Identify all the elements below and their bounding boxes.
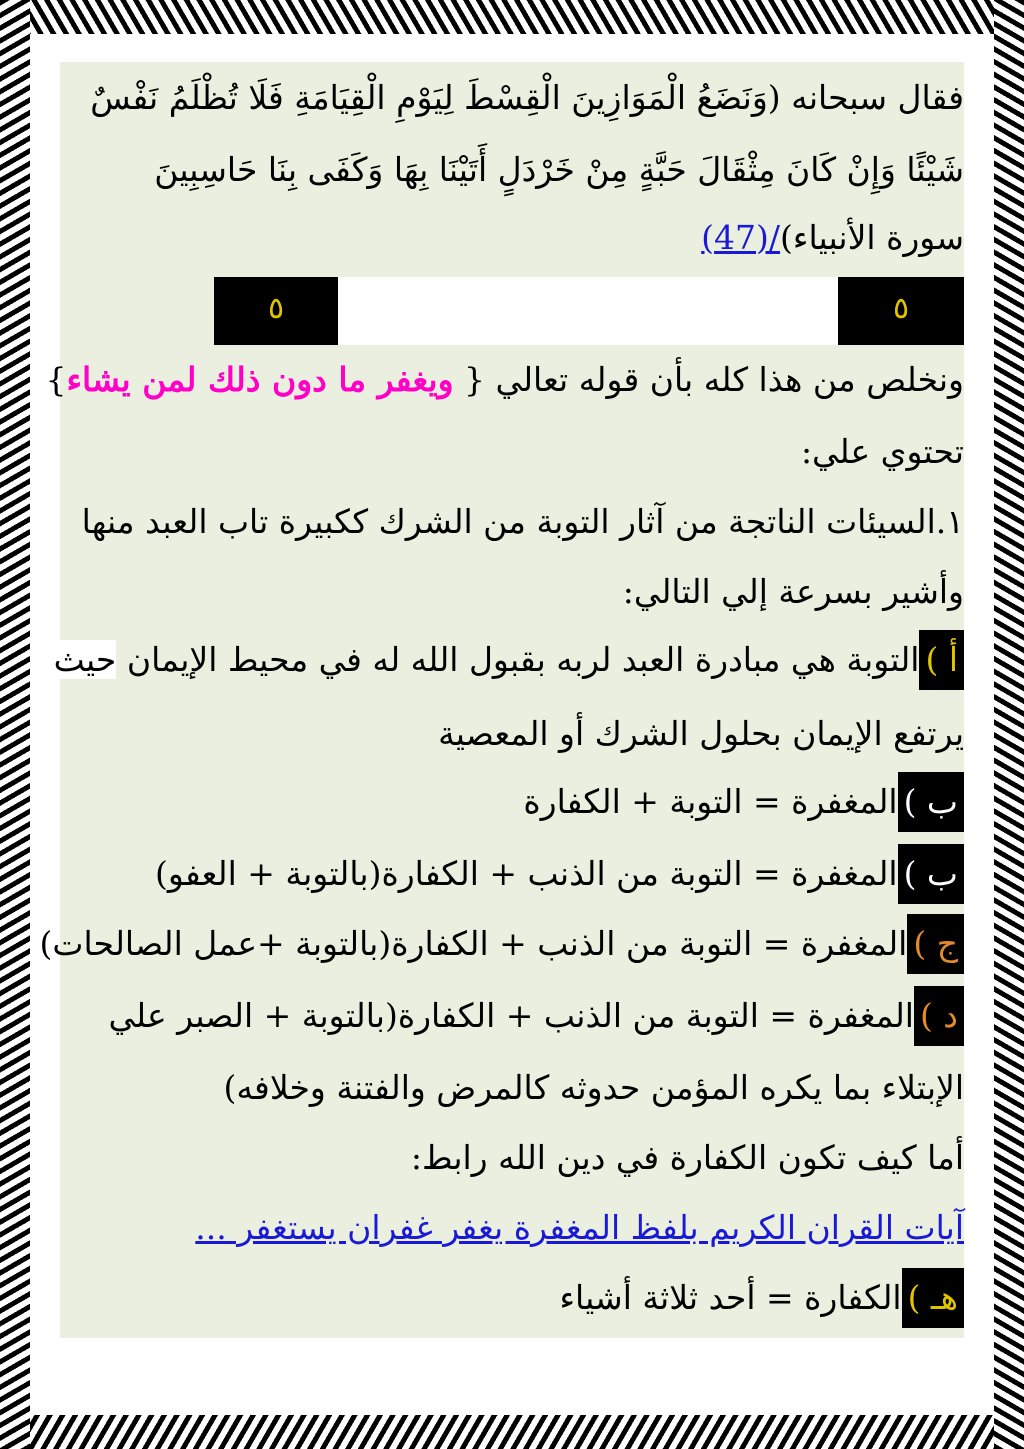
item-marker-b2: ب ): [898, 844, 964, 904]
item-b1-text: المغفرة = التوبة + الكفارة: [523, 782, 898, 821]
surah-verse-link[interactable]: /(47): [701, 218, 781, 257]
section-number-row: [60, 277, 964, 345]
item-b1: [523, 772, 964, 834]
item-a-tail: حيث: [53, 640, 117, 679]
surah-name: سورة الأنبياء): [780, 218, 964, 257]
item-c-text: المغفرة = التوبة من الذنب + الكفارة(بالتوبة +عمل الصالحات): [39, 924, 908, 963]
item-b2-text: المغفرة = التوبة من الذنب + الكفارة(بالتوبة + العفو): [155, 854, 898, 893]
decorative-border-left: [0, 0, 30, 1449]
item-marker-c: ج ): [907, 914, 964, 974]
conclusion-suffix: }: [45, 360, 67, 399]
brief-note: وأشير بسرعة إلي التالي:: [622, 572, 964, 611]
item-e-text: الكفارة = أحد ثلاثة أشياء: [559, 1278, 902, 1317]
item-d-continuation: الإبتلاء بما يكره المؤمن حدوثه كالمرض والفتنة وخلافه): [223, 1068, 964, 1107]
item-d-text: المغفرة = التوبة من الذنب + الكفارة(بالتوبة + الصبر علي: [108, 996, 914, 1035]
section-number-right: ٥: [838, 277, 964, 345]
item-marker-e: هـ ): [902, 1268, 964, 1328]
surah-reference: [701, 208, 964, 270]
item-a-continuation: يرتفع الإيمان بحلول الشرك أو المعصية: [438, 714, 964, 753]
decorative-border-bottom: [0, 1415, 1024, 1449]
document-page: [39, 62, 964, 1338]
decorative-border-top: [0, 0, 1024, 34]
contains-label: تحتوي علي:: [800, 432, 964, 471]
conclusion-line: [46, 350, 964, 412]
section-number-gap: [338, 277, 838, 345]
item-a: [54, 630, 964, 692]
item-marker-b1: ب ): [898, 772, 964, 832]
item-c: [40, 914, 964, 976]
item-marker-a: أ ): [919, 630, 964, 690]
quran-verse-line-1: فقال سبحانه (وَنَضَعُ الْمَوَازِينَ الْقِسْطَ لِيَوْمِ الْقِيَامَةِ فَلَا تُظْلَمُ نَفْسٌ: [90, 78, 964, 117]
point-1: ١.السيئات الناتجة من آثار التوبة من الشرك ككبيرة تاب العبد منها: [81, 502, 964, 541]
item-e: [560, 1268, 964, 1330]
kaffara-question: أما كيف تكون الكفارة في دين الله رابط:: [410, 1138, 964, 1177]
section-number-left: ٥: [214, 277, 338, 345]
conclusion-highlight: ويغفر ما دون ذلك لمن يشاء: [66, 360, 454, 399]
item-marker-d: د ): [914, 986, 964, 1046]
item-d: [109, 986, 964, 1048]
item-a-text: التوبة هي مبادرة العبد لربه بقبول الله له في محيط الإيمان: [126, 640, 920, 679]
conclusion-prefix: ونخلص من هذا كله بأن قوله تعالي {: [464, 360, 964, 399]
quran-search-link[interactable]: آيات القران الكريم بلفظ المغفرة يغفر غفران يستغفر ...: [195, 1208, 964, 1247]
item-b2: [155, 844, 964, 906]
quran-verse-line-2: شَيْئًا وَإِنْ كَانَ مِثْقَالَ حَبَّةٍ مِنْ خَرْدَلٍ أَتَيْنَا بِهَا وَكَفَى بِنَا حَاسِبِينَ: [154, 150, 964, 189]
decorative-border-right: [994, 0, 1024, 1449]
